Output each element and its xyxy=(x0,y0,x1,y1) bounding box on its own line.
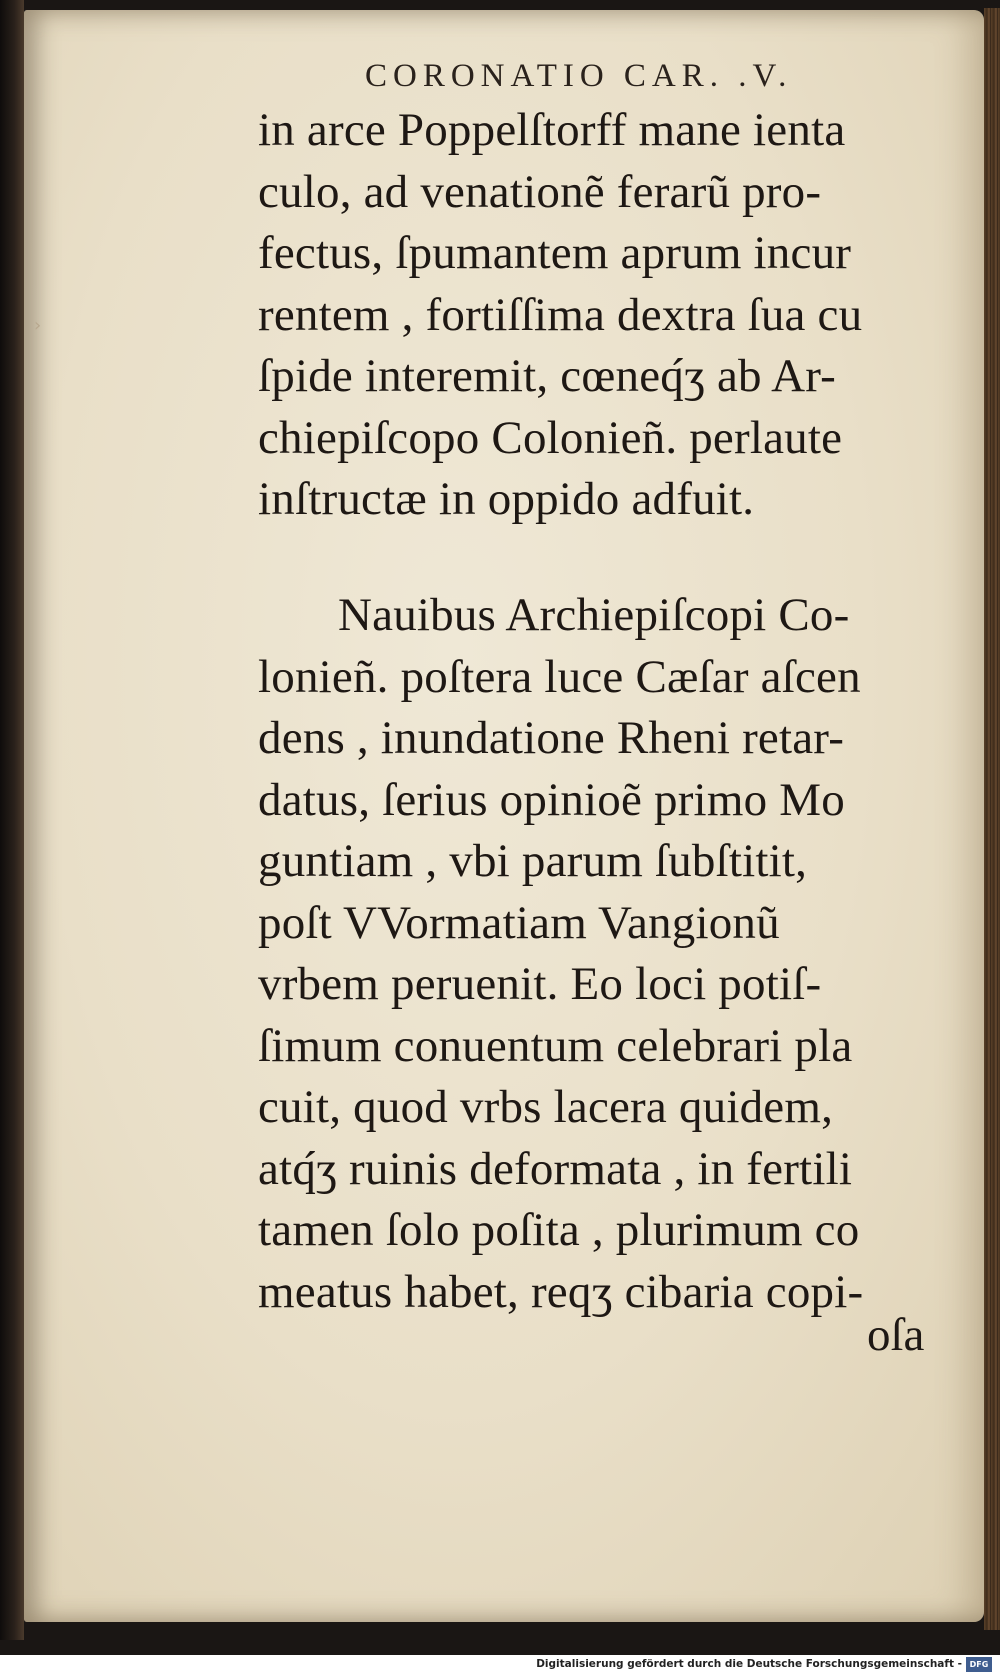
text-line: atq́ʒ ruinis deformata , in fertili xyxy=(258,1142,853,1195)
text-line: dens , inundatione Rheni retar- xyxy=(258,712,845,764)
text-line: datus, ſerius opinioẽ primo Mo xyxy=(258,773,845,826)
gutter-mark: › xyxy=(34,315,42,336)
dfg-logo: DFG xyxy=(966,1657,992,1672)
text-line: vrbem peruenit. Eo loci potiſ- xyxy=(258,958,822,1010)
text-line: chiepiſcopo Colonieñ. perlaute xyxy=(258,411,843,464)
text-line: fectus, ſpumantem aprum incur xyxy=(258,227,852,279)
text-line: ſpide interemit, cœneq́ʒ ab Ar- xyxy=(258,350,836,402)
digitization-credit: Digitalisierung gefördert durch die Deutsche Forschungsgemeinschaft - xyxy=(536,1658,962,1670)
text-line: ſimum conuentum celebrari pla xyxy=(258,1019,853,1072)
book-cover-edge xyxy=(0,0,24,1640)
text-line: cuit, quod vrbs lacera quidem, xyxy=(258,1081,834,1133)
running-head: CORONATIO CAR. .V. xyxy=(365,58,793,94)
text-line: tamen ſolo poſita , plurimum co xyxy=(258,1204,860,1256)
catchword: oſa xyxy=(867,1309,925,1361)
text-line: meatus habet, reqʒ cibaria copi- xyxy=(258,1265,864,1318)
text-line: culo, ad venationẽ ferarũ pro- xyxy=(258,165,822,218)
text-line: rentem , fortiſſima dextra ſua cu xyxy=(258,288,863,341)
paragraph-1 xyxy=(258,100,948,531)
paragraph-2 xyxy=(258,585,948,1323)
page-fore-edge xyxy=(984,8,1000,1630)
text-line: Nauibus Archiepiſcopi Co- xyxy=(338,589,850,641)
text-line: guntiam , vbi parum ſubſtitit, xyxy=(258,835,808,887)
text-line: poſt VVormatiam Vangionũ xyxy=(258,896,780,949)
text-line: lonieñ. poſtera luce Cæſar aſcen xyxy=(258,650,861,703)
text-line: inſtructæ in oppido adfuit. xyxy=(258,473,755,525)
text-line: in arce Poppelſtorff mane ienta xyxy=(258,104,846,156)
